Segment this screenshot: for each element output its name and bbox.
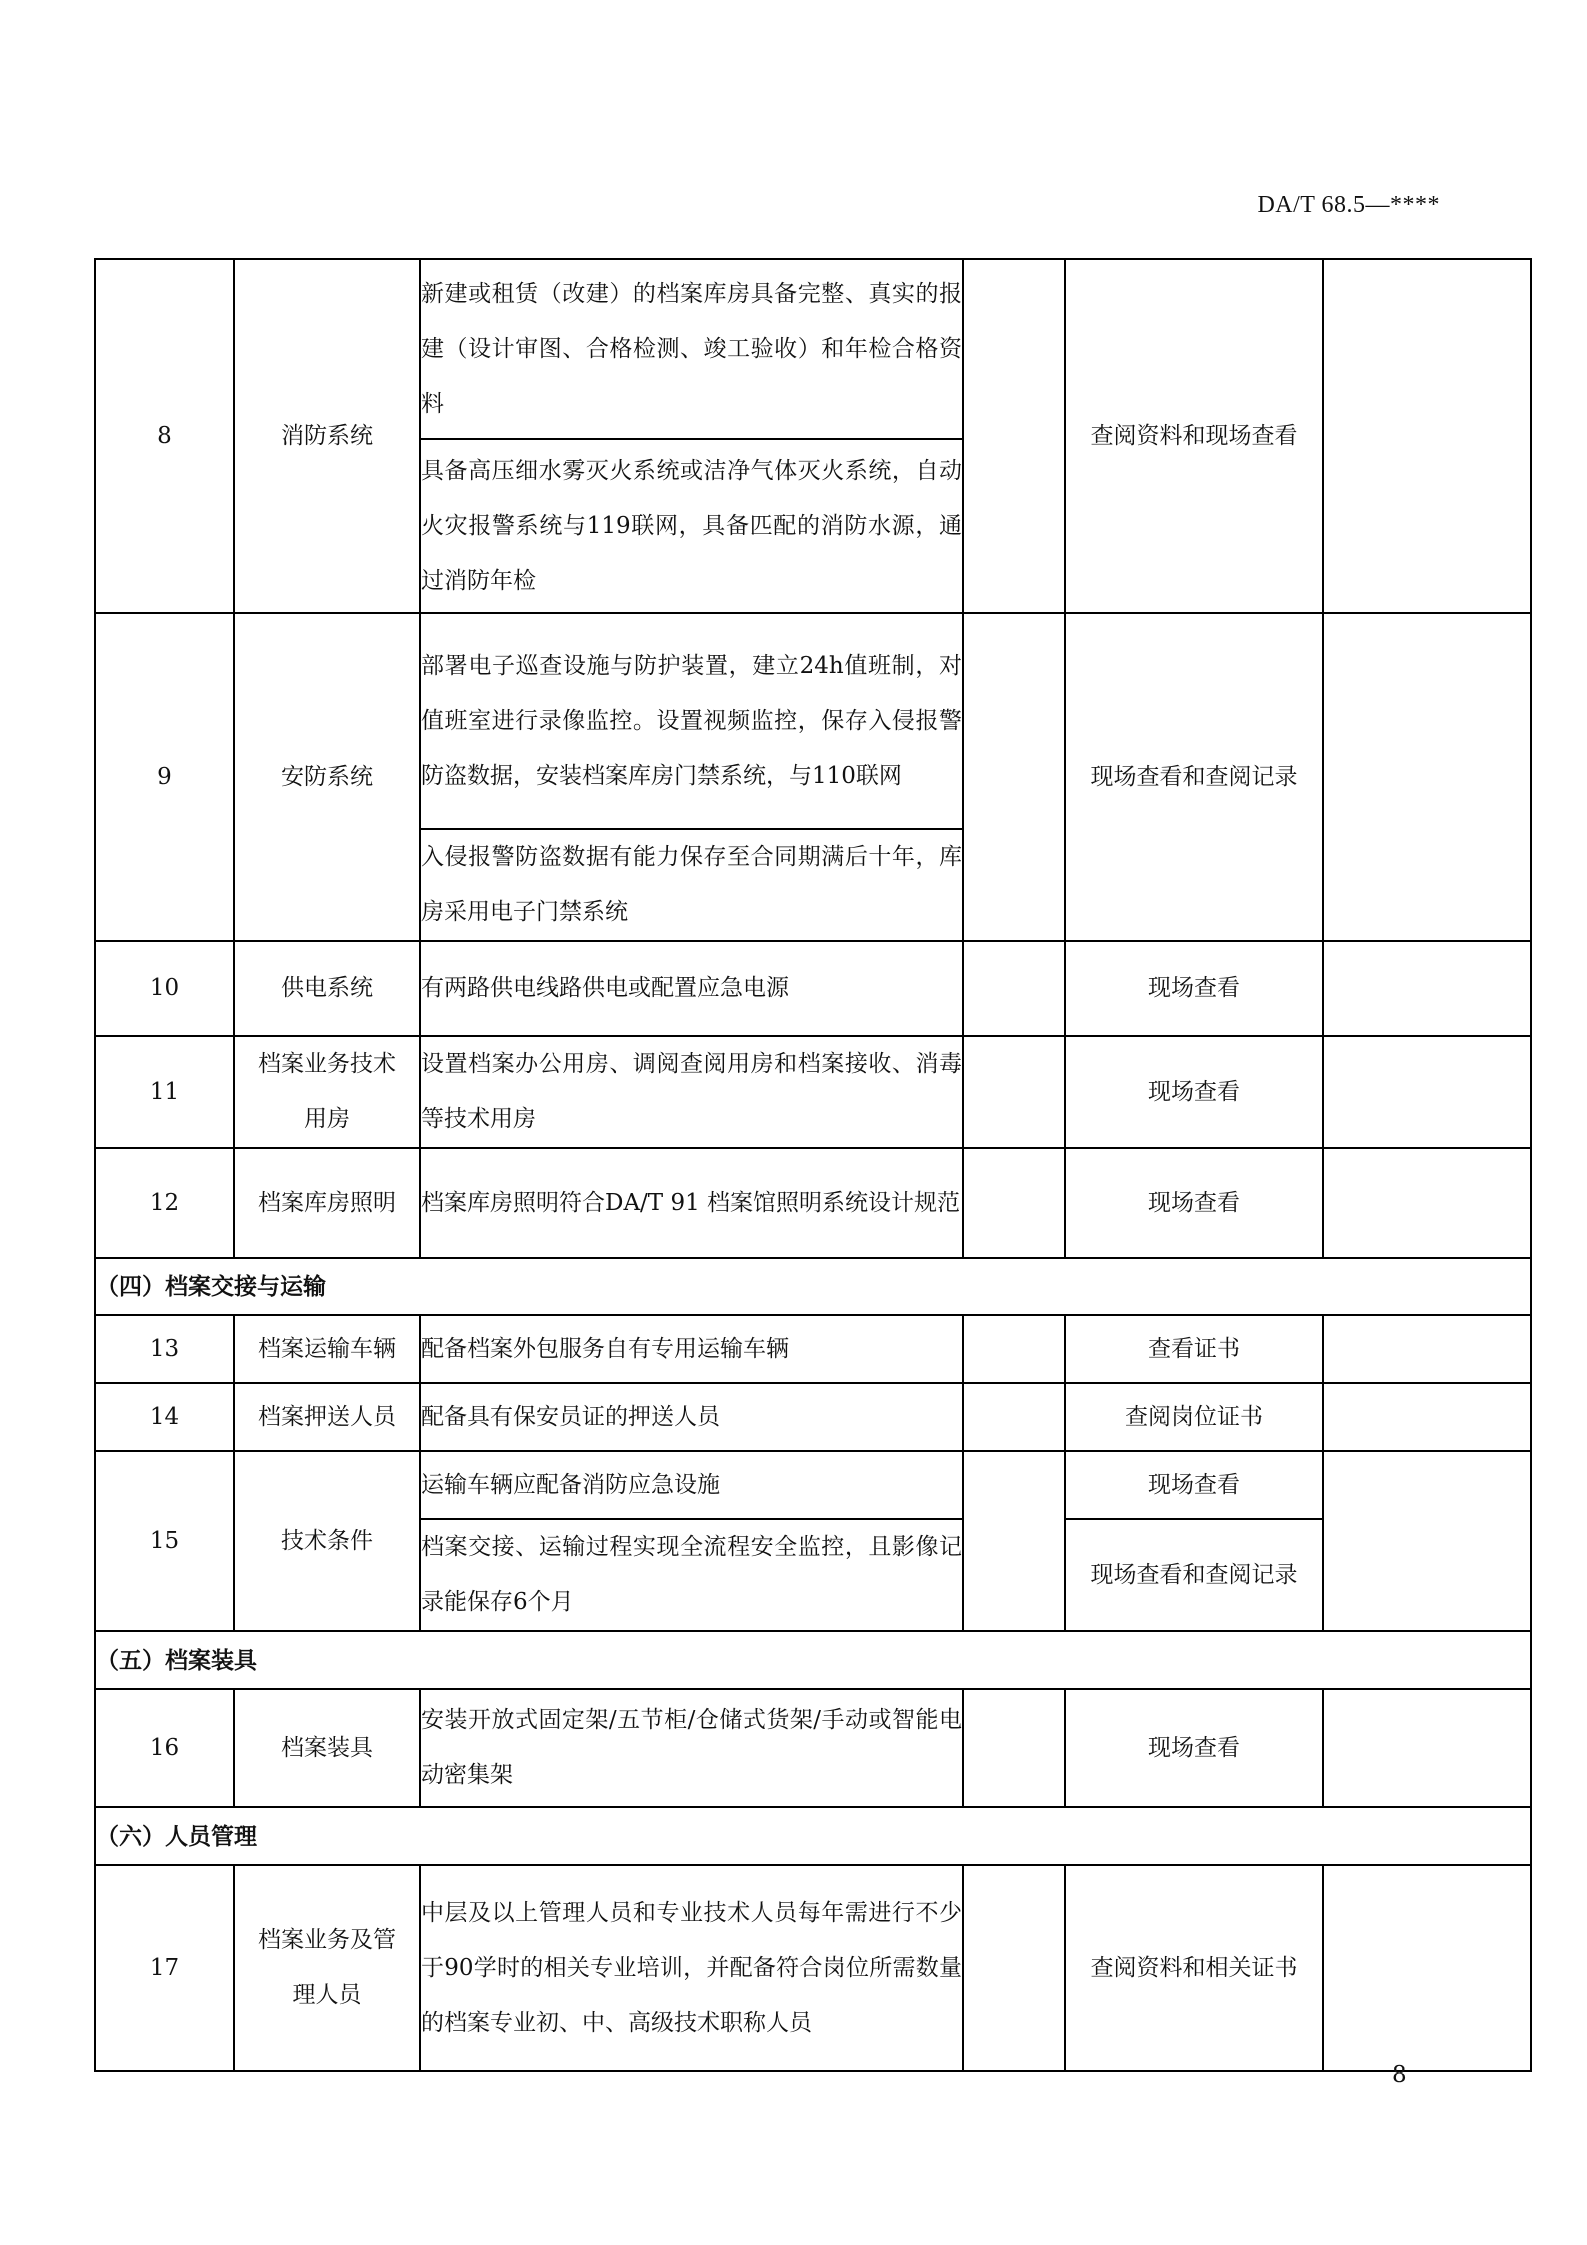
check-method: 现场查看和查阅记录: [1065, 1519, 1323, 1631]
table-row: [95, 1148, 1531, 1258]
check-method: 现场查看: [1065, 1451, 1323, 1519]
row-number: 16: [95, 1689, 234, 1807]
item-name: 档案运输车辆: [234, 1315, 420, 1383]
item-name: 档案装具: [234, 1689, 420, 1807]
check-method: 查阅资料和相关证书: [1065, 1865, 1323, 2071]
table-row: [95, 259, 1531, 439]
blank-cell: [963, 613, 1065, 941]
blank-cell: [963, 259, 1065, 613]
blank-cell: [963, 941, 1065, 1036]
requirement-text: 新建或租赁（改建）的档案库房具备完整、真实的报建（设计审图、合格检测、竣工验收）和年检合格资料: [420, 259, 963, 439]
requirement-text: 安装开放式固定架/五节柜/仓储式货架/手动或智能电动密集架: [420, 1689, 963, 1807]
item-name-line: 用房: [304, 1106, 350, 1132]
item-name: [234, 1036, 420, 1148]
requirement-text: 配备具有保安员证的押送人员: [420, 1383, 963, 1451]
row-number: 14: [95, 1383, 234, 1451]
item-name-line: 档案业务及管: [258, 1927, 396, 1953]
section-row: [95, 1631, 1531, 1689]
row-number: 15: [95, 1451, 234, 1631]
check-method: 现场查看: [1065, 941, 1323, 1036]
section-heading: （五）档案装具: [95, 1631, 1531, 1689]
page-number: 8: [1392, 2062, 1407, 2088]
section-row: [95, 1258, 1531, 1315]
requirement-text: 配备档案外包服务自有专用运输车辆: [420, 1315, 963, 1383]
requirement-text: 中层及以上管理人员和专业技术人员每年需进行不少于90学时的相关专业培训，并配备符合岗位所需数量的档案专业初、中、高级技术职称人员: [420, 1865, 963, 2071]
item-name: [234, 1865, 420, 2071]
requirement-text: 档案交接、运输过程实现全流程安全监控，且影像记录能保存6个月: [420, 1519, 963, 1631]
item-name-line: 档案业务技术: [258, 1051, 396, 1077]
check-method: 查看证书: [1065, 1315, 1323, 1383]
blank-cell: [963, 1383, 1065, 1451]
document-code-header: DA/T 68.5—****: [1257, 192, 1440, 218]
result-cell: [1323, 1383, 1531, 1451]
section-row: [95, 1807, 1531, 1865]
check-method: 现场查看和查阅记录: [1065, 613, 1323, 941]
row-number: 11: [95, 1036, 234, 1148]
table-row: [95, 941, 1531, 1036]
item-name: 技术条件: [234, 1451, 420, 1631]
requirement-text: 设置档案办公用房、调阅查阅用房和档案接收、消毒等技术用房: [420, 1036, 963, 1148]
blank-cell: [963, 1148, 1065, 1258]
section-heading: （四）档案交接与运输: [95, 1258, 1531, 1315]
table-row: [95, 613, 1531, 829]
requirement-text: 具备高压细水雾灭火系统或洁净气体灭火系统，自动火灾报警系统与119联网，具备匹配的消防水源，通过消防年检: [420, 439, 963, 613]
result-cell: [1323, 941, 1531, 1036]
table-row: [95, 1451, 1531, 1519]
item-name: 档案库房照明: [234, 1148, 420, 1258]
row-number: 10: [95, 941, 234, 1036]
check-method: 现场查看: [1065, 1689, 1323, 1807]
blank-cell: [963, 1036, 1065, 1148]
result-cell: [1323, 1451, 1531, 1631]
blank-cell: [963, 1689, 1065, 1807]
requirement-text: 部署电子巡查设施与防护装置，建立24h值班制，对值班室进行录像监控。设置视频监控，保存入侵报警防盗数据，安装档案库房门禁系统，与110联网: [420, 613, 963, 829]
check-method: 查阅岗位证书: [1065, 1383, 1323, 1451]
requirement-text: 运输车辆应配备消防应急设施: [420, 1451, 963, 1519]
requirements-table: [94, 258, 1532, 2072]
requirement-text: 有两路供电线路供电或配置应急电源: [420, 941, 963, 1036]
result-cell: [1323, 1036, 1531, 1148]
blank-cell: [963, 1315, 1065, 1383]
result-cell: [1323, 1865, 1531, 2071]
requirement-text: 档案库房照明符合DA/T 91 档案馆照明系统设计规范: [420, 1148, 963, 1258]
check-method: 现场查看: [1065, 1036, 1323, 1148]
row-number: 13: [95, 1315, 234, 1383]
row-number: 8: [95, 259, 234, 613]
row-number: 17: [95, 1865, 234, 2071]
check-method: 查阅资料和现场查看: [1065, 259, 1323, 613]
table-row: [95, 1865, 1531, 2071]
item-name: 安防系统: [234, 613, 420, 941]
result-cell: [1323, 1148, 1531, 1258]
item-name: 档案押送人员: [234, 1383, 420, 1451]
table-row: [95, 1315, 1531, 1383]
result-cell: [1323, 1689, 1531, 1807]
blank-cell: [963, 1451, 1065, 1631]
item-name-line: 理人员: [292, 1982, 362, 2008]
row-number: 9: [95, 613, 234, 941]
item-name: 消防系统: [234, 259, 420, 613]
blank-cell: [963, 1865, 1065, 2071]
row-number: 12: [95, 1148, 234, 1258]
table-row: [95, 1036, 1531, 1148]
table-row: [95, 1383, 1531, 1451]
requirement-text: 入侵报警防盗数据有能力保存至合同期满后十年，库房采用电子门禁系统: [420, 829, 963, 941]
result-cell: [1323, 613, 1531, 941]
check-method: 现场查看: [1065, 1148, 1323, 1258]
section-heading: （六）人员管理: [95, 1807, 1531, 1865]
item-name: 供电系统: [234, 941, 420, 1036]
table-row: [95, 1689, 1531, 1807]
result-cell: [1323, 259, 1531, 613]
result-cell: [1323, 1315, 1531, 1383]
